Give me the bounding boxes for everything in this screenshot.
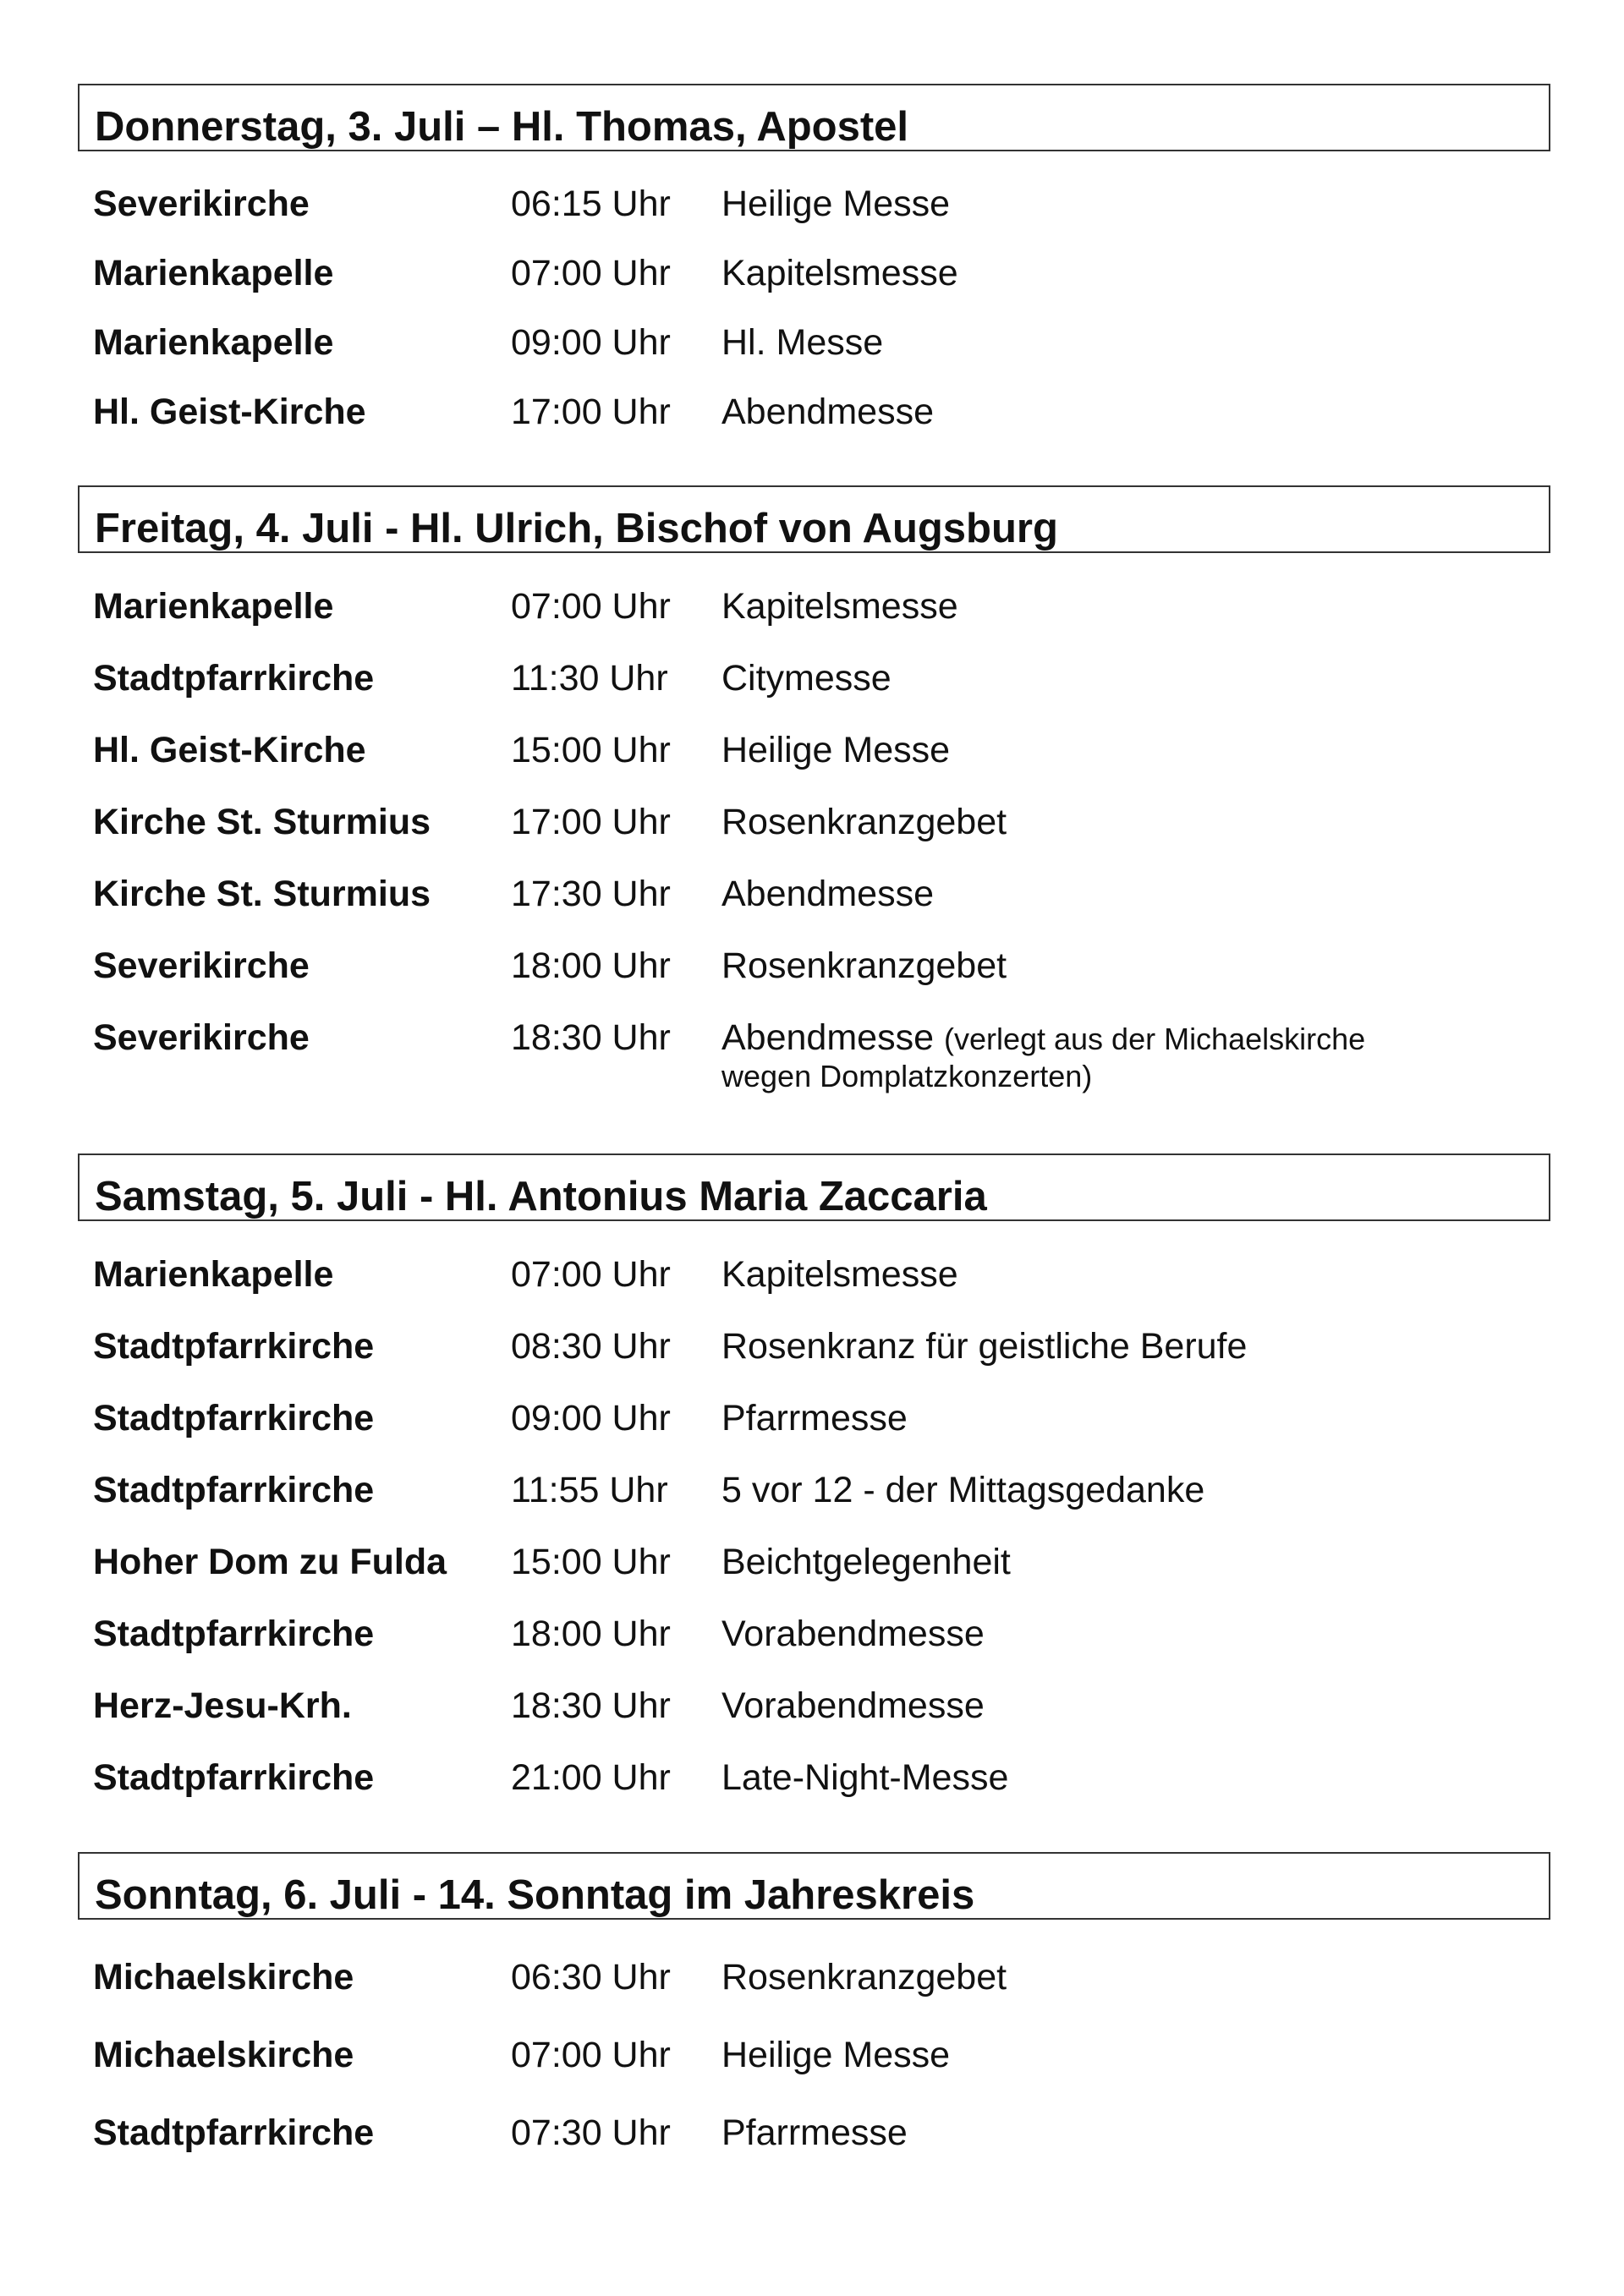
schedule-row bbox=[0, 1538, 1624, 1589]
day-header bbox=[78, 1852, 1550, 1920]
day-title: Samstag, 5. Juli - Hl. Antonius Maria Zaccaria bbox=[95, 1174, 987, 1219]
schedule-row bbox=[0, 2109, 1624, 2160]
service-description bbox=[721, 1014, 1365, 1063]
day-header bbox=[78, 84, 1550, 151]
schedule-row bbox=[0, 388, 1624, 439]
church-name: Severikirche bbox=[93, 184, 310, 224]
service-description: Kapitelsmesse bbox=[721, 586, 958, 627]
service-time: 11:30 Uhr bbox=[511, 658, 668, 699]
service-time: 18:30 Uhr bbox=[511, 1685, 671, 1726]
service-time: 09:00 Uhr bbox=[511, 322, 671, 363]
schedule-row bbox=[0, 942, 1624, 993]
schedule-row bbox=[0, 583, 1624, 633]
church-name: Marienkapelle bbox=[93, 586, 334, 627]
church-name: Stadtpfarrkirche bbox=[93, 1614, 375, 1654]
schedule-row bbox=[0, 180, 1624, 231]
service-description: Vorabendmesse bbox=[721, 1685, 985, 1726]
church-name: Stadtpfarrkirche bbox=[93, 1326, 375, 1367]
schedule-row bbox=[0, 1323, 1624, 1373]
service-description: Abendmesse bbox=[721, 392, 934, 432]
service-description: Pfarrmesse bbox=[721, 1398, 908, 1438]
church-name: Stadtpfarrkirche bbox=[93, 1398, 375, 1438]
church-name: Herz-Jesu-Krh. bbox=[93, 1685, 352, 1726]
schedule-row bbox=[0, 1251, 1624, 1301]
schedule-row bbox=[0, 1395, 1624, 1445]
service-description: Heilige Messe bbox=[721, 2035, 951, 2075]
day-title: Donnerstag, 3. Juli – Hl. Thomas, Apostel bbox=[95, 104, 909, 150]
church-name: Marienkapelle bbox=[93, 253, 334, 293]
schedule-row bbox=[0, 798, 1624, 849]
schedule-row bbox=[0, 2031, 1624, 2082]
service-time: 09:00 Uhr bbox=[511, 1398, 671, 1438]
schedule-row bbox=[0, 1466, 1624, 1517]
schedule-row bbox=[0, 655, 1624, 705]
service-description: Vorabendmesse bbox=[721, 1614, 985, 1654]
church-name: Stadtpfarrkirche bbox=[93, 2112, 375, 2153]
service-time: 07:00 Uhr bbox=[511, 2035, 671, 2075]
service-description: Kapitelsmesse bbox=[721, 253, 958, 293]
service-description: Beichtgelegenheit bbox=[721, 1542, 1011, 1582]
service-time: 15:00 Uhr bbox=[511, 730, 671, 770]
service-note-continued: wegen Domplatzkonzerten) bbox=[721, 1059, 1093, 1093]
schedule-row bbox=[0, 1014, 1624, 1107]
church-name: Marienkapelle bbox=[93, 322, 334, 363]
schedule-row bbox=[0, 319, 1624, 370]
service-description: Hl. Messe bbox=[721, 322, 884, 363]
service-description: Citymesse bbox=[721, 658, 892, 699]
day-title: Freitag, 4. Juli - Hl. Ulrich, Bischof von Augsburg bbox=[95, 506, 1058, 551]
day-title: Sonntag, 6. Juli - 14. Sonntag im Jahreskreis bbox=[95, 1872, 975, 1918]
service-time: 18:30 Uhr bbox=[511, 1017, 671, 1058]
service-time: 07:30 Uhr bbox=[511, 2112, 671, 2153]
church-name: Stadtpfarrkirche bbox=[93, 1470, 375, 1510]
service-description: Kapitelsmesse bbox=[721, 1254, 958, 1295]
service-time: 17:00 Uhr bbox=[511, 392, 671, 432]
service-description: Abendmesse bbox=[721, 874, 934, 914]
schedule-row bbox=[0, 1610, 1624, 1661]
service-description: Rosenkranzgebet bbox=[721, 945, 1007, 986]
church-name: Hl. Geist-Kirche bbox=[93, 730, 366, 770]
church-name: Marienkapelle bbox=[93, 1254, 334, 1295]
service-description: Rosenkranzgebet bbox=[721, 802, 1007, 842]
service-description: Rosenkranzgebet bbox=[721, 1957, 1007, 1997]
service-label: Abendmesse bbox=[721, 1017, 934, 1058]
church-name: Severikirche bbox=[93, 945, 310, 986]
service-description: Heilige Messe bbox=[721, 730, 951, 770]
schedule-row bbox=[0, 1682, 1624, 1733]
service-time: 06:15 Uhr bbox=[511, 184, 671, 224]
service-time: 08:30 Uhr bbox=[511, 1326, 671, 1367]
service-time: 15:00 Uhr bbox=[511, 1542, 671, 1582]
service-time: 18:00 Uhr bbox=[511, 945, 671, 986]
schedule-row bbox=[0, 1954, 1624, 2004]
service-note: (verlegt aus der Michaelskirche bbox=[943, 1022, 1366, 1056]
service-description: Pfarrmesse bbox=[721, 2112, 908, 2153]
service-description: Heilige Messe bbox=[721, 184, 951, 224]
day-header bbox=[78, 485, 1550, 553]
service-time: 17:00 Uhr bbox=[511, 802, 671, 842]
service-description: 5 vor 12 - der Mittagsgedanke bbox=[721, 1470, 1205, 1510]
church-name: Hoher Dom zu Fulda bbox=[93, 1542, 447, 1582]
service-description: Rosenkranz für geistliche Berufe bbox=[721, 1326, 1248, 1367]
church-name: Severikirche bbox=[93, 1017, 310, 1058]
service-time: 07:00 Uhr bbox=[511, 586, 671, 627]
service-description: Late-Night-Messe bbox=[721, 1757, 1009, 1798]
schedule-row bbox=[0, 726, 1624, 777]
service-time: 07:00 Uhr bbox=[511, 1254, 671, 1295]
day-header bbox=[78, 1153, 1550, 1221]
church-name: Stadtpfarrkirche bbox=[93, 1757, 375, 1798]
service-time: 07:00 Uhr bbox=[511, 253, 671, 293]
schedule-row bbox=[0, 870, 1624, 921]
service-time: 11:55 Uhr bbox=[511, 1470, 668, 1510]
church-name: Kirche St. Sturmius bbox=[93, 802, 431, 842]
service-time: 17:30 Uhr bbox=[511, 874, 671, 914]
church-name: Stadtpfarrkirche bbox=[93, 658, 375, 699]
service-time: 06:30 Uhr bbox=[511, 1957, 671, 1997]
church-name: Hl. Geist-Kirche bbox=[93, 392, 366, 432]
church-name: Kirche St. Sturmius bbox=[93, 874, 431, 914]
church-name: Michaelskirche bbox=[93, 1957, 354, 1997]
service-time: 18:00 Uhr bbox=[511, 1614, 671, 1654]
service-time: 21:00 Uhr bbox=[511, 1757, 671, 1798]
church-name: Michaelskirche bbox=[93, 2035, 354, 2075]
schedule-row bbox=[0, 1754, 1624, 1805]
schedule-row bbox=[0, 249, 1624, 300]
